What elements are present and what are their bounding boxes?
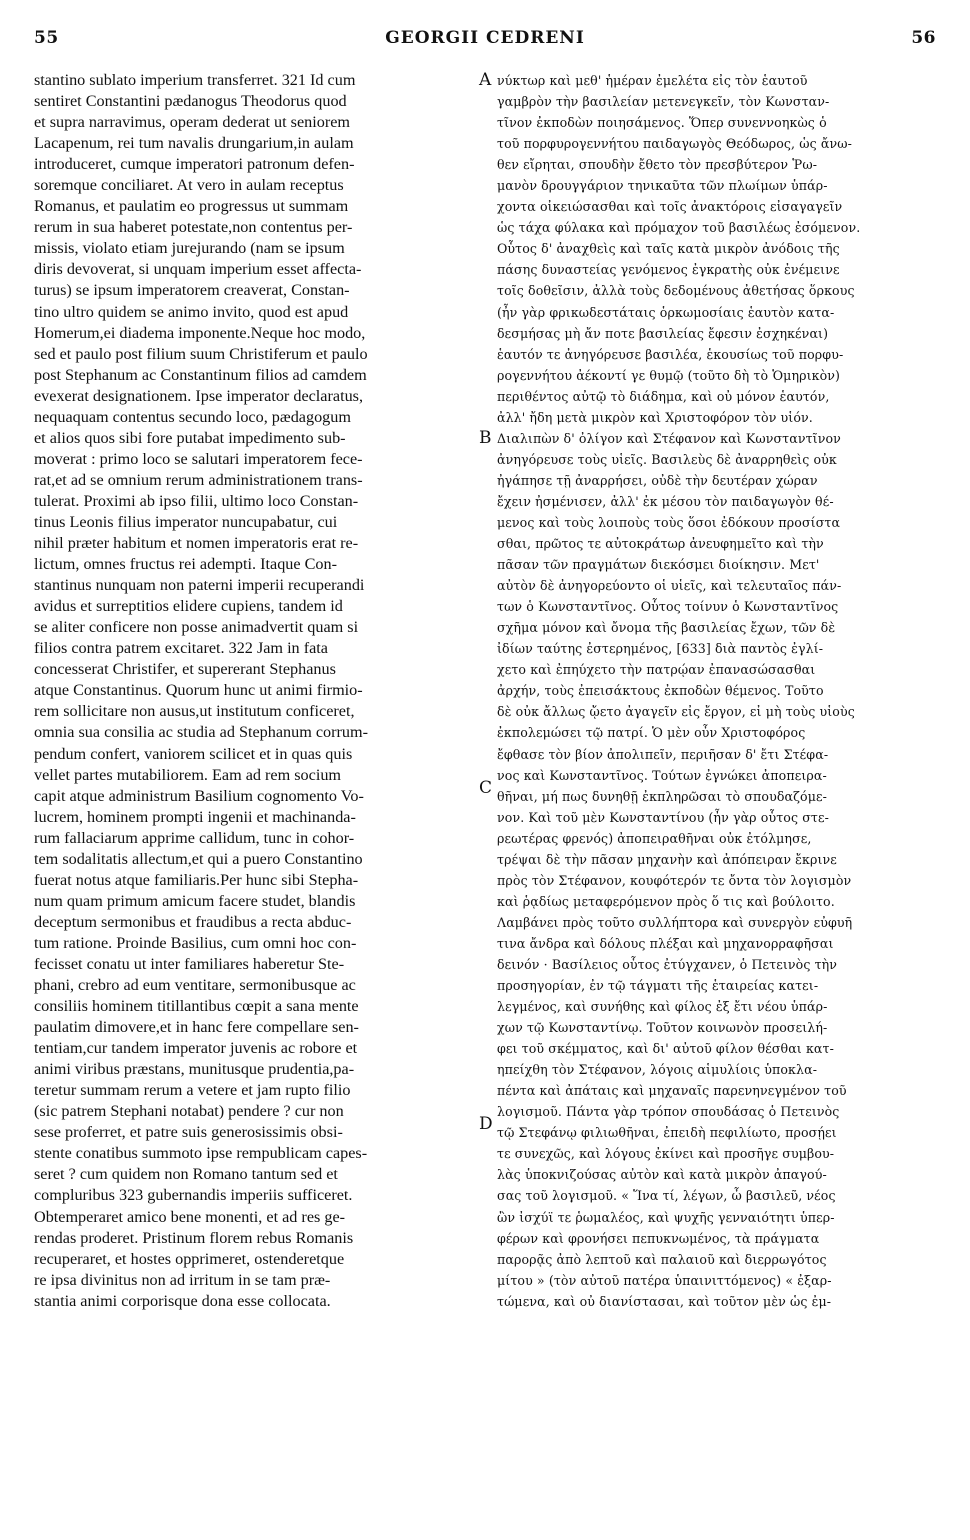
greek-text-line: πάσης δυναστείας γενόμενος ἐγκρατὴς οὐκ ἐνέμεινε (497, 262, 840, 278)
latin-text-line: tentiam,cur tandem imperator juvenis ac robore et (34, 1039, 358, 1058)
latin-text-line: lucrem, hominem prompti ingenii et machinanda- (34, 807, 356, 826)
greek-text-line: ἐκπολεμώσει τῷ πατρί. Ὁ μὲν οὖν Χριστοφόρος (497, 725, 806, 741)
greek-text-line: ἔφθασε τὸν βίον ἀπολιπεῖν, περιῆσαν δ' ἔτι Στέφα- (497, 746, 829, 762)
latin-text-line: tulerat. Proximi ab ipso filii, ultimo loco Constan- (34, 491, 359, 510)
latin-text-line: et alios quos sibi fore putabat impedimento sub- (34, 428, 346, 447)
greek-text-line: τε συνεχῶς, καὶ λόγους ἐκίνει καὶ προσῆγε συμβου- (497, 1146, 835, 1162)
latin-text-line: nequaquam contentus secundo loco, pædagogum (34, 407, 351, 426)
greek-text-line: πᾶσαν τῶν πραγμάτων διεκόσμει διοίκησιν. Μετ' (497, 557, 820, 573)
latin-text-line: rendas proderet. Pristinum florem rebus Romanis (34, 1228, 354, 1247)
greek-text-line: (ἦν γὰρ φρικωδεστάταις ὁρκωμοσίαις ἑαυτὸν κατα- (497, 304, 835, 320)
greek-text-line: λογισμοῦ. Πάντα γὰρ τρόπον σπουδάσας ὁ Πετεινὸς (497, 1104, 840, 1120)
latin-column (34, 70, 476, 1312)
latin-text-line: seret ? cum quidem non Romano tantum sed et (34, 1165, 338, 1184)
greek-text-line: ἀρχήν, τοὺς ἐπεισάκτους ἐκποδὼν θέμενος. Τοῦτο (497, 683, 824, 699)
latin-text-line: (sic patrem Stephani notabat) pendere ? cur non (34, 1102, 344, 1121)
latin-text-line: teretur summam rerum a vetere et jam rupto filio (34, 1081, 351, 1100)
latin-text-line: compluribus 323 gubernandis imperiis sufficeret. (34, 1186, 353, 1205)
greek-text-line: ρεωτέρας φρενός) ἀποπειραθῆναι οὐκ ἐτόλμησε, (497, 830, 812, 846)
latin-text-line: rat,et ad se omnium rerum administrationem trans- (34, 470, 363, 489)
greek-text-line: θεν εἴρηται, σπουδὴν ἔθετο τὸν πρεσβύτερον Ῥω- (497, 157, 818, 173)
greek-text-line: μενος καὶ τοὺς λοιποὺς τοὺς ὅσοι ἐδόκουν προσίστα (497, 514, 841, 530)
greek-text-line: τοῖς δοθεῖσιν, ἀλλὰ τοὺς δεδομένους ἀθετήσας ὅρκους (497, 283, 855, 299)
greek-text-line: τρέψαι δὲ τὴν πᾶσαν μηχανὴν καὶ ἀπόπειραν ἔκρινε (497, 851, 837, 867)
latin-text-line: deceptum sermonibus et fraudibus a recta abduc- (34, 912, 352, 931)
latin-text-line: paulatim dimovere,et in hanc fere compellare sen- (34, 1018, 359, 1037)
greek-text-line: χοντα οἰκειώσασθαι καὶ τοῖς ἀνακτόροις εἰσαγαγεῖν (497, 199, 843, 215)
greek-text-line: δεινόν · Βασίλειος οὗτος ἐτύγχανεν, ὁ Πετεινὸς τὴν (497, 956, 838, 972)
greek-text-line: ρογεννήτου ἀέκοντί γε θυμῷ (τοῦτο δὴ τὸ Ὁμηρικὸν) (497, 367, 841, 383)
margin-marker-d: D (479, 1114, 493, 1134)
greek-text-line: φέρων καὶ φρονήσει πεπυκνωμένος, τὰ πράγματα (497, 1230, 820, 1246)
greek-text-line: σθαι, πρῶτος τε αὐτοκράτωρ ἀνευφημεῖτο καὶ τὴν (497, 536, 824, 552)
greek-text-line: τώμενα, καὶ οὐ διανίστασαι, καὶ τοῦτον μὲν ὡς ἐμ- (497, 1293, 832, 1309)
latin-text-line: avidus et surreptitios elidere cupiens, tandem id (34, 597, 343, 616)
latin-text-line: fuerat notus atque familiaris.Per hunc sibi Stepha- (34, 870, 359, 889)
margin-marker-b: B (479, 428, 492, 448)
page-number-left: 55 (34, 28, 59, 48)
greek-text-line: ηπείχθη τὸν Στέφανον, λόγοις αἱμυλίοις ὑποκλα- (497, 1062, 818, 1078)
margin-marker-a: A (479, 70, 492, 90)
greek-text-line: σας τοῦ λογισμοῦ. « Ἵνα τί, λέγων, ὦ βασιλεῦ, νέος (497, 1188, 836, 1204)
latin-text-line: consiliis hominem titillantibus cœpit a sana mente (34, 997, 359, 1016)
latin-text-line: tinus Leonis filius imperator nuncupabatur, cui (34, 512, 338, 531)
greek-text-line: γαμβρὸν τὴν βασιλείαν μετενεγκεῖν, τὸν Κωνσταν- (497, 94, 830, 110)
latin-text-line: et supra narravimus, operam dederat ut seniorem (34, 113, 350, 132)
greek-text-line: θῆναι, μή πως δυνηθῇ ἐκπληρῶσαι τὸ σπουδαζόμε- (497, 788, 828, 804)
latin-text-line: evexerat designationem. Ipse imperator declaratus, (34, 386, 364, 405)
latin-text-line: missis, violato etiam jurejurando (nam se ipsum (34, 239, 345, 258)
greek-text-line: τοῦ πορφυρογεννήτου παιδαγωγὸς Θεόδωρος, ὡς ἄνω- (497, 136, 852, 152)
latin-text-line: rum fallaciarum apprime callidum, tunc in cohor- (34, 828, 355, 847)
greek-text-line: μανὸν δρουγγάριον τηνικαῦτα τῶν πλωίμων ὑπάρ- (497, 178, 828, 194)
greek-text-line: πέντα καὶ ἀπάταις καὶ μηχαναῖς παρενηνεγμένον τοῦ (497, 1083, 847, 1099)
latin-text-line: sentiret Constantini pædanogus Theodorus quod (34, 92, 347, 111)
greek-text-line: ἀνηγόρευσε τοὺς υἱεῖς. Βασιλεὺς δὲ ἀναρρηθεὶς οὐκ (497, 451, 837, 467)
greek-text-line: νύκτωρ καὶ μεθ' ἡμέραν ἐμελέτα εἰς τὸν ἑαυτοῦ (497, 73, 808, 88)
latin-text-line: soremque conciliaret. At vero in aulam receptus (34, 176, 344, 195)
greek-text-line: σχῆμα μόνον καὶ ὄνομα τῆς βασιλείας ἔχων, τῶν δὲ (497, 620, 836, 636)
latin-text-line: se aliter conficere non posse animadvertit quam si (34, 618, 359, 637)
greek-text-line: ἔχειν ἠσμένισεν, ἀλλ' ἐκ μέσου τὸν παιδαγωγὸν θέ- (497, 493, 834, 509)
greek-text-line: νος καὶ Κωνσταντῖνος. Τούτων ἐγνώκει ἀποπειρα- (497, 767, 827, 783)
greek-text-line: λεγμένος, καὶ συνήθης καὶ φίλος ἐξ ἔτι νέου ὑπάρ- (497, 999, 828, 1015)
latin-text-line: tino ultro quidem se animo invito, quod est apud (34, 302, 349, 321)
latin-text-line: stente conatibus summoto ipse rempublicam capes- (34, 1144, 368, 1163)
greek-text-line: καὶ ῥᾳδίως μεταφερόμενον πρὸς ὅ τις καὶ βούλοιτο. (497, 893, 835, 909)
latin-text-line: tem sodalitatis allectum,et qui a puero Constantino (34, 849, 363, 868)
latin-text-line: post Stephanum ac Constantinum filios ad camdem (34, 365, 367, 384)
latin-text-line: stantia animi corporisque dona esse collocata. (34, 1291, 331, 1310)
greek-text-line: τῷ Στεφάνῳ φιλιωθῆναι, ἐπειδὴ πεφιλίωτο, προσῄει (497, 1125, 837, 1141)
greek-text-line: αὐτὸν δὲ ἀνηγορεύοντο οἱ υἱεῖς, καὶ τελευταῖος πάν- (497, 578, 842, 594)
greek-text-line: ὢν ἰσχύϊ τε ῥωμαλέος, καὶ ψυχῆς γενναιότητι ὑπερ- (497, 1209, 835, 1225)
latin-text-line: vellet partes mutabiliorem. Eam ad rem socium (34, 765, 342, 784)
greek-text-line: ἑαυτόν τε ἀνηγόρευσε βασιλέα, ἑκουσίως τοῦ πορφυ- (497, 346, 844, 362)
latin-text-line: rem sollicitare non ausus,ut institutum conficeret, (34, 702, 355, 721)
latin-text-line: filios contra patrem excitaret. 322 Jam in fata (34, 639, 328, 658)
greek-text-line: νον. Καὶ τοῦ μὲν Κωνσταντίνου (ἦν γὰρ οὗτος στε- (497, 809, 829, 825)
margin-marker-c: C (479, 778, 493, 798)
greek-text-line: προσηγορίαν, ἐν τῷ τάγματι τῆς ἑταιρείας κατει- (497, 978, 819, 994)
greek-text-line: ἰδίων ταύτης ἐστερημένος, [633] διὰ παντὸς ἐγλί- (497, 641, 824, 657)
latin-text-line: stantinus nunquam non paterni imperii recuperandi (34, 576, 365, 595)
greek-text-line: χων τῷ Κωνσταντίνῳ. Τοῦτον κοινωνὸν προσειλή- (497, 1020, 828, 1036)
greek-text-line: περιθέντος αὐτῷ τὸ διάδημα, καὶ οὐ μόνον ἑαυτόν, (497, 388, 830, 404)
latin-text-line: Romanus, et paulatim eo progressus ut summam (34, 197, 349, 216)
latin-text-line: animi viribus præstans, munitusque prudentia,pa- (34, 1060, 355, 1079)
greek-text-line: Οὗτος δ' ἀναχθεὶς καὶ ταῖς κατὰ μικρὸν ἀνόδοις τῆς (497, 241, 840, 257)
greek-text-line: των ὁ Κωνσταντῖνος. Οὗτος τοίνυν ὁ Κωνσταντῖνος (497, 599, 839, 615)
greek-text-line: ὡς τάχα φύλακα καὶ πρόμαχον τοῦ βασιλέως ἐσόμενον. (497, 220, 861, 236)
greek-text-line: μίτου » (τὸν αὐτοῦ πατέρα ὑπαινιττόμενος) « ἐξαρ- (497, 1272, 832, 1288)
greek-text-line: λὰς ὑποκνιζούσας αὐτὸν καὶ κατὰ μικρὸν ἀπαγού- (497, 1167, 827, 1183)
latin-text-line: sed et paulo post filium suum Christiferum et paulo (34, 344, 368, 363)
latin-text-line: concesserat Christifer, et supererant Stephanus (34, 660, 336, 679)
greek-text-line: χετο καὶ ἐπηύχετο τὴν πατρῴαν ἐπανασώσασθαι (497, 662, 816, 678)
greek-text-line: Λαμβάνει πρὸς τοῦτο συλλήπτορα καὶ συνεργὸν εὐφυῆ (497, 914, 853, 930)
greek-text-line: παρορᾷς ἀπὸ λεπτοῦ καὶ παλαιοῦ καὶ διερρωγότος (497, 1251, 827, 1267)
latin-text-line: tum ratione. Proinde Basilius, cum omni hoc con- (34, 933, 357, 952)
greek-column (497, 70, 937, 1312)
latin-text-line: diris devoverat, si unquam imperium esset affecta- (34, 260, 362, 279)
latin-text-line: rerum in sua haberet potestate,non contentus per- (34, 218, 353, 237)
latin-text-line: stantino sublato imperium transferret. 321 Id cum (34, 71, 356, 89)
greek-text-line: δὲ οὐκ ἄλλως ᾤετο ἀγαγεῖν εἰς ἔργον, εἰ μὴ τοὺς υἱοὺς (497, 704, 855, 720)
page-number-right: 56 (911, 28, 936, 48)
greek-text-line: ἠγάπησε τῇ ἀναρρήσει, οὐδὲ τὴν δευτέραν χώραν (497, 472, 818, 488)
greek-text-line: ἀλλ' ἤδη μετὰ μικρὸν καὶ Χριστοφόρον τὸν υἱόν. (497, 409, 813, 425)
greek-text-line: πρὸς τὸν Στέφανον, κουφότερόν τε ὄντα τὸν λογισμὸν (497, 872, 852, 888)
greek-text-line: Διαλιπὼν δ' ὀλίγον καὶ Στέφανον καὶ Κωνσταντῖνον (497, 430, 841, 446)
latin-text-line: lictum, omnes fructus rei adempti. Itaque Con- (34, 555, 337, 574)
latin-text-line: turus) se ipsum imperatorem creaverat, Constan- (34, 281, 350, 300)
latin-text-line: omnia sua consilia ac studia ad Stephanum corrum- (34, 723, 369, 742)
running-title: GEORGII CEDRENI (385, 28, 585, 48)
latin-text-line: capit atque administrum Basilium cognomento Vo- (34, 786, 364, 805)
latin-text-line: pendum confert, vaniorem scilicet et in quas quis (34, 744, 353, 763)
latin-text-line: fecisset conatu ut inter familiares haberetur Ste- (34, 954, 345, 973)
latin-text-line: re ipsa divinitus non ad irritum in se tam præ- (34, 1270, 331, 1289)
greek-text-line: τῖνον ἐκποδὼν ποιησάμενος. Ὅπερ συνεννοηκὼς ὁ (497, 115, 827, 131)
latin-text-line: phani, crebro ad eum ventitare, sermonibusque ac (34, 976, 356, 995)
latin-text-line: Obtemperaret amico bene monenti, et ad res ge- (34, 1207, 346, 1226)
greek-text-line: φει τοῦ σκέμματος, καὶ δι' αὐτοῦ φίλον θέσθαι κατ- (497, 1041, 834, 1057)
latin-text-line: sese proferret, et patre suis generosissimis obsi- (34, 1123, 343, 1142)
latin-text-line: recuperaret, et hostes opprimeret, ostenderetque (34, 1249, 345, 1268)
latin-text-line: nihil præter habitum et nomen imperatoris erat re- (34, 534, 359, 553)
latin-text-line: num quam primum amicum facere studet, blandis (34, 891, 356, 910)
latin-text-line: atque Constantinus. Quorum hunc ut animi firmio- (34, 681, 363, 700)
greek-text-line: δεσμήσας μὴ ἄν ποτε βασιλείας ἔφεσιν ἐσχηκέναι) (497, 325, 829, 341)
greek-text-line: τινα ἄνδρα καὶ δόλους πλέξαι καὶ μηχανορραφῆσαι (497, 935, 834, 951)
latin-text-line: Lacapenum, rei tum navalis drungarium,in aulam (34, 134, 354, 153)
latin-text-line: introduceret, cumque imperatori patronum defen- (34, 155, 355, 174)
latin-text-line: moverat : primo loco se salutari imperatorem fece- (34, 449, 363, 468)
latin-text-line: Homerum,ei diadema imponente.Neque hoc modo, (34, 323, 366, 342)
